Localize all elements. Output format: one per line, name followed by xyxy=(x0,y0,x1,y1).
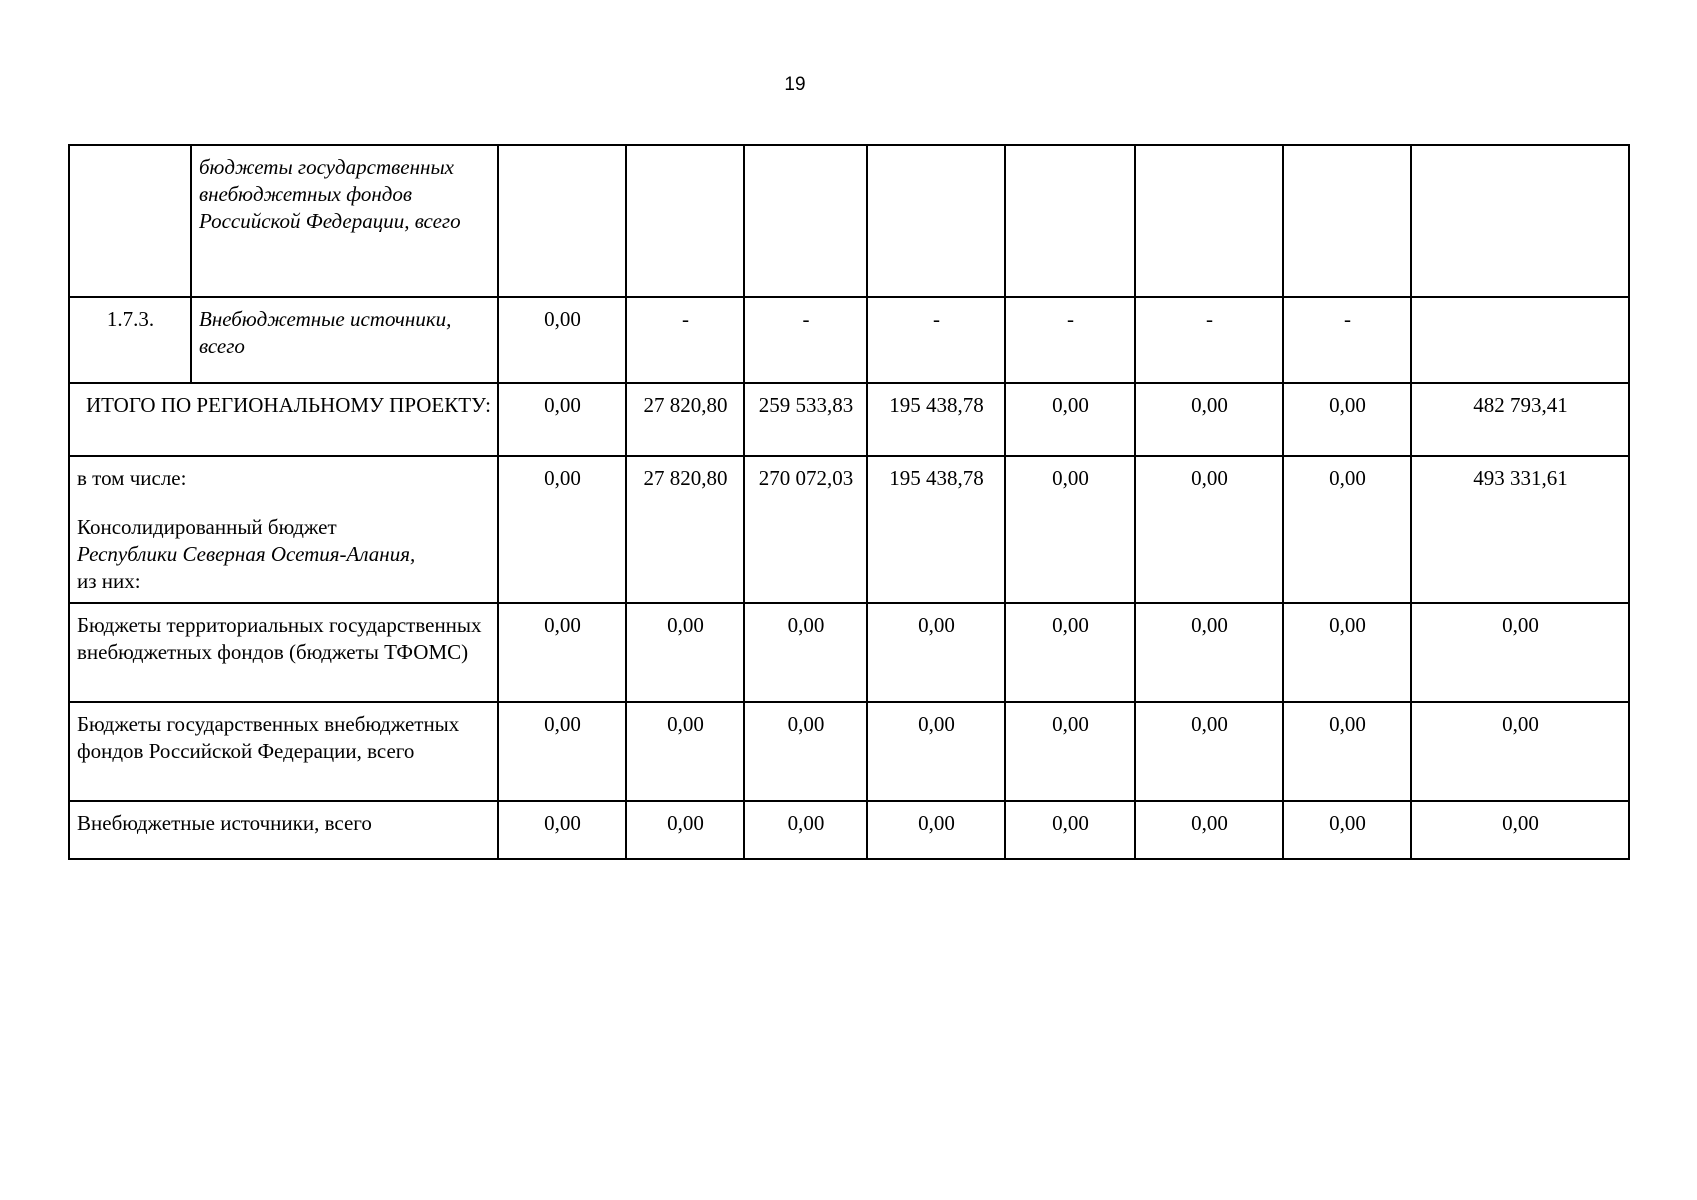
value-cell: 0,00 xyxy=(498,383,626,456)
page-number: 19 xyxy=(784,74,806,95)
value-cell: 0,00 xyxy=(744,801,867,859)
value-cell: 0,00 xyxy=(626,603,744,702)
value-cell: - xyxy=(1005,297,1135,383)
value-cell: 270 072,03 xyxy=(744,456,867,603)
value-cell: 0,00 xyxy=(1135,456,1283,603)
value-cell: 27 820,80 xyxy=(626,456,744,603)
including-row xyxy=(69,456,1629,603)
value-cell: 0,00 xyxy=(867,603,1005,702)
value-cell: 493 331,61 xyxy=(1411,456,1629,603)
including-label: в том числе: xyxy=(77,466,187,490)
value-cell: 0,00 xyxy=(1283,603,1411,702)
value-cell xyxy=(867,145,1005,297)
consolidated-budget-line3: из них: xyxy=(77,569,141,593)
value-cell: 0,00 xyxy=(1283,702,1411,801)
table-row xyxy=(69,702,1629,801)
value-cell: 0,00 xyxy=(1411,801,1629,859)
value-cell xyxy=(626,145,744,297)
table-row xyxy=(69,145,1629,297)
value-cell xyxy=(744,145,867,297)
value-cell: 0,00 xyxy=(1283,456,1411,603)
row-name: бюджеты государственных внебюджетных фондов Российской Федерации, всего xyxy=(191,145,498,297)
value-cell xyxy=(1411,145,1629,297)
value-cell: 0,00 xyxy=(1135,383,1283,456)
value-cell: 0,00 xyxy=(1135,603,1283,702)
value-cell xyxy=(1411,297,1629,383)
total-row xyxy=(69,383,1629,456)
value-cell: 0,00 xyxy=(498,603,626,702)
table-row xyxy=(69,603,1629,702)
value-cell: - xyxy=(1135,297,1283,383)
total-label: ИТОГО ПО РЕГИОНАЛЬНОМУ ПРОЕКТУ: xyxy=(69,383,498,456)
row-name: Бюджеты государственных внебюджетных фондов Российской Федерации, всего xyxy=(69,702,498,801)
value-cell: 0,00 xyxy=(867,801,1005,859)
row-name: Внебюджетные источники, всего xyxy=(191,297,498,383)
row-index: 1.7.3. xyxy=(69,297,191,383)
value-cell: - xyxy=(1283,297,1411,383)
value-cell: 0,00 xyxy=(867,702,1005,801)
value-cell: 0,00 xyxy=(1283,383,1411,456)
value-cell: 0,00 xyxy=(744,603,867,702)
value-cell: 0,00 xyxy=(498,702,626,801)
value-cell xyxy=(1283,145,1411,297)
value-cell xyxy=(498,145,626,297)
value-cell: 195 438,78 xyxy=(867,383,1005,456)
value-cell: 0,00 xyxy=(1135,702,1283,801)
value-cell: 0,00 xyxy=(626,801,744,859)
value-cell: 0,00 xyxy=(626,702,744,801)
value-cell: 27 820,80 xyxy=(626,383,744,456)
value-cell: 259 533,83 xyxy=(744,383,867,456)
budget-table xyxy=(68,144,1630,860)
value-cell: - xyxy=(626,297,744,383)
value-cell: 0,00 xyxy=(744,702,867,801)
value-cell: 0,00 xyxy=(1135,801,1283,859)
value-cell xyxy=(1135,145,1283,297)
consolidated-budget-line2: Республики Северная Осетия-Алания, xyxy=(77,542,416,566)
value-cell: 0,00 xyxy=(1411,603,1629,702)
value-cell: 195 438,78 xyxy=(867,456,1005,603)
including-cell xyxy=(69,456,498,603)
value-cell: - xyxy=(867,297,1005,383)
table-row xyxy=(69,297,1629,383)
value-cell: 0,00 xyxy=(498,801,626,859)
value-cell: 0,00 xyxy=(1005,603,1135,702)
table-row xyxy=(69,801,1629,859)
value-cell: 0,00 xyxy=(1005,801,1135,859)
value-cell: 0,00 xyxy=(498,297,626,383)
value-cell: 0,00 xyxy=(1411,702,1629,801)
row-index xyxy=(69,145,191,297)
value-cell: 482 793,41 xyxy=(1411,383,1629,456)
row-name: Бюджеты территориальных государственных внебюджетных фондов (бюджеты ТФОМС) xyxy=(69,603,498,702)
value-cell: 0,00 xyxy=(1283,801,1411,859)
value-cell: 0,00 xyxy=(1005,702,1135,801)
value-cell xyxy=(1005,145,1135,297)
value-cell: 0,00 xyxy=(498,456,626,603)
value-cell: 0,00 xyxy=(1005,456,1135,603)
value-cell: - xyxy=(744,297,867,383)
consolidated-budget-line1: Консолидированный бюджет xyxy=(77,515,337,539)
value-cell: 0,00 xyxy=(1005,383,1135,456)
row-name: Внебюджетные источники, всего xyxy=(69,801,498,859)
